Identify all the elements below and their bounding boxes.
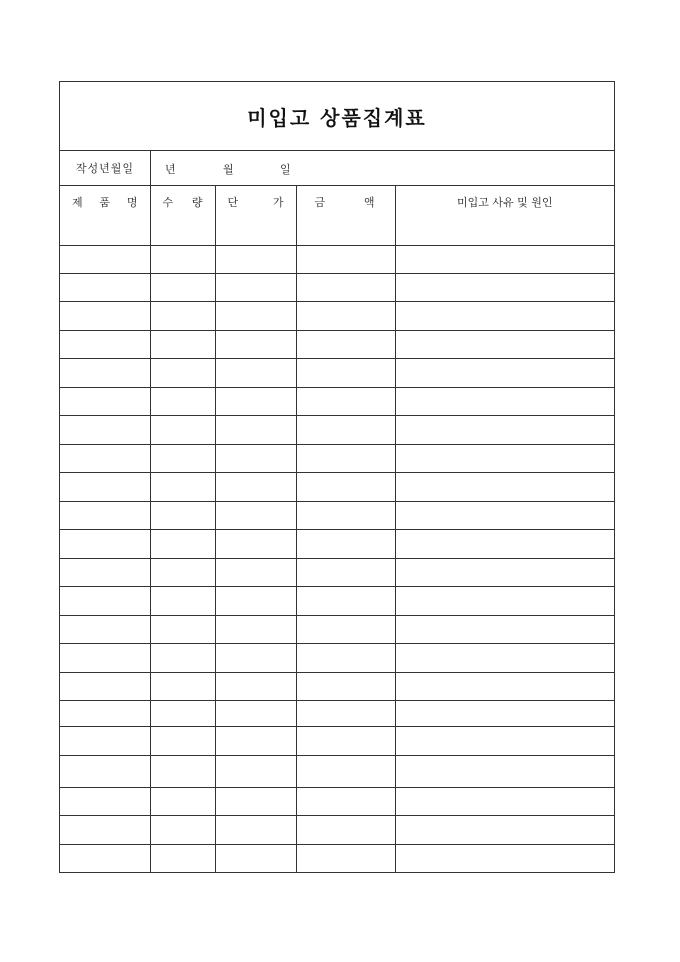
table-row bbox=[60, 502, 614, 530]
table-row bbox=[60, 845, 614, 873]
header-amount: 금 액 bbox=[296, 186, 395, 218]
cell-product[interactable] bbox=[60, 644, 150, 673]
cell-product[interactable] bbox=[60, 559, 150, 587]
cell-amount[interactable] bbox=[296, 559, 395, 587]
cell-unit-price[interactable] bbox=[215, 388, 296, 416]
cell-amount[interactable] bbox=[296, 616, 395, 644]
cell-reason[interactable] bbox=[395, 388, 614, 416]
cell-unit-price[interactable] bbox=[215, 816, 296, 845]
cell-product[interactable] bbox=[60, 359, 150, 388]
cell-product[interactable] bbox=[60, 331, 150, 359]
table-row bbox=[60, 473, 614, 502]
cell-amount[interactable] bbox=[296, 727, 395, 756]
cell-unit-price[interactable] bbox=[215, 359, 296, 388]
cell-reason[interactable] bbox=[395, 673, 614, 701]
cell-product[interactable] bbox=[60, 218, 150, 246]
cell-reason[interactable] bbox=[395, 756, 614, 788]
cell-quantity[interactable] bbox=[150, 587, 215, 616]
cell-amount[interactable] bbox=[296, 845, 395, 873]
cell-quantity[interactable] bbox=[150, 756, 215, 788]
table-row bbox=[60, 559, 614, 587]
cell-product[interactable] bbox=[60, 756, 150, 788]
cell-unit-price[interactable] bbox=[215, 727, 296, 756]
cell-amount[interactable] bbox=[296, 331, 395, 359]
cell-product[interactable] bbox=[60, 473, 150, 502]
cell-quantity[interactable] bbox=[150, 701, 215, 727]
cell-reason[interactable] bbox=[395, 502, 614, 530]
cell-unit-price[interactable] bbox=[215, 673, 296, 701]
table-row bbox=[60, 274, 614, 302]
header-quantity: 수 량 bbox=[150, 186, 215, 218]
cell-unit-price[interactable] bbox=[215, 502, 296, 530]
cell-amount[interactable] bbox=[296, 218, 395, 246]
cell-quantity[interactable] bbox=[150, 644, 215, 673]
cell-reason[interactable] bbox=[395, 788, 614, 816]
cell-product[interactable] bbox=[60, 388, 150, 416]
table-row bbox=[60, 756, 614, 788]
cell-reason[interactable] bbox=[395, 359, 614, 388]
table-row bbox=[60, 246, 614, 274]
cell-reason[interactable] bbox=[395, 616, 614, 644]
cell-product[interactable] bbox=[60, 530, 150, 559]
date-row bbox=[60, 151, 614, 186]
cell-product[interactable] bbox=[60, 246, 150, 274]
cell-quantity[interactable] bbox=[150, 445, 215, 473]
cell-quantity[interactable] bbox=[150, 673, 215, 701]
day-label: 일 bbox=[280, 163, 291, 176]
cell-reason[interactable] bbox=[395, 218, 614, 246]
cell-product[interactable] bbox=[60, 788, 150, 816]
cell-amount[interactable] bbox=[296, 302, 395, 331]
cell-amount[interactable] bbox=[296, 359, 395, 388]
cell-unit-price[interactable] bbox=[215, 644, 296, 673]
cell-quantity[interactable] bbox=[150, 416, 215, 445]
cell-product[interactable] bbox=[60, 616, 150, 644]
table-row bbox=[60, 302, 614, 331]
cell-product[interactable] bbox=[60, 845, 150, 873]
cell-unit-price[interactable] bbox=[215, 788, 296, 816]
cell-quantity[interactable] bbox=[150, 359, 215, 388]
cell-product[interactable] bbox=[60, 416, 150, 445]
table-row bbox=[60, 388, 614, 416]
table-row bbox=[60, 616, 614, 644]
table-row bbox=[60, 816, 614, 845]
cell-amount[interactable] bbox=[296, 788, 395, 816]
cell-reason[interactable] bbox=[395, 416, 614, 445]
cell-amount[interactable] bbox=[296, 587, 395, 616]
cell-quantity[interactable] bbox=[150, 331, 215, 359]
cell-unit-price[interactable] bbox=[215, 845, 296, 873]
cell-unit-price[interactable] bbox=[215, 416, 296, 445]
cell-product[interactable] bbox=[60, 274, 150, 302]
cell-reason[interactable] bbox=[395, 559, 614, 587]
cell-quantity[interactable] bbox=[150, 727, 215, 756]
cell-reason[interactable] bbox=[395, 246, 614, 274]
cell-unit-price[interactable] bbox=[215, 445, 296, 473]
cell-unit-price[interactable] bbox=[215, 218, 296, 246]
cell-reason[interactable] bbox=[395, 445, 614, 473]
cell-quantity[interactable] bbox=[150, 616, 215, 644]
cell-amount[interactable] bbox=[296, 274, 395, 302]
cell-reason[interactable] bbox=[395, 587, 614, 616]
cell-amount[interactable] bbox=[296, 701, 395, 727]
title-row bbox=[60, 82, 614, 151]
cell-amount[interactable] bbox=[296, 756, 395, 788]
table-row bbox=[60, 359, 614, 388]
cell-reason[interactable] bbox=[395, 727, 614, 756]
cell-quantity[interactable] bbox=[150, 788, 215, 816]
cell-unit-price[interactable] bbox=[215, 473, 296, 502]
cell-amount[interactable] bbox=[296, 416, 395, 445]
month-label: 월 bbox=[223, 163, 234, 176]
form-title: 미입고 상품집계표 bbox=[247, 105, 427, 130]
cell-product[interactable] bbox=[60, 816, 150, 845]
table-row bbox=[60, 727, 614, 756]
cell-amount[interactable] bbox=[296, 246, 395, 274]
cell-amount[interactable] bbox=[296, 530, 395, 559]
cell-reason[interactable] bbox=[395, 473, 614, 502]
cell-amount[interactable] bbox=[296, 644, 395, 673]
cell-quantity[interactable] bbox=[150, 816, 215, 845]
table-row bbox=[60, 331, 614, 359]
cell-quantity[interactable] bbox=[150, 530, 215, 559]
cell-amount[interactable] bbox=[296, 445, 395, 473]
cell-unit-price[interactable] bbox=[215, 530, 296, 559]
header-unit-price: 단 가 bbox=[215, 186, 296, 218]
cell-quantity[interactable] bbox=[150, 218, 215, 246]
cell-quantity[interactable] bbox=[150, 388, 215, 416]
cell-quantity[interactable] bbox=[150, 473, 215, 502]
cell-amount[interactable] bbox=[296, 816, 395, 845]
year-label: 년 bbox=[165, 163, 176, 176]
cell-unit-price[interactable] bbox=[215, 331, 296, 359]
cell-amount[interactable] bbox=[296, 673, 395, 701]
date-fields bbox=[151, 151, 614, 185]
cell-product[interactable] bbox=[60, 445, 150, 473]
cell-unit-price[interactable] bbox=[215, 616, 296, 644]
cell-amount[interactable] bbox=[296, 388, 395, 416]
cell-amount[interactable] bbox=[296, 473, 395, 502]
cell-reason[interactable] bbox=[395, 701, 614, 727]
header-reason: 미입고 사유 및 원인 bbox=[457, 196, 553, 209]
cell-product[interactable] bbox=[60, 502, 150, 530]
summary-form bbox=[59, 81, 615, 873]
cell-product[interactable] bbox=[60, 673, 150, 701]
cell-reason[interactable] bbox=[395, 274, 614, 302]
cell-amount[interactable] bbox=[296, 502, 395, 530]
cell-reason[interactable] bbox=[395, 644, 614, 673]
cell-reason[interactable] bbox=[395, 816, 614, 845]
table-row bbox=[60, 788, 614, 816]
table-row bbox=[60, 673, 614, 701]
table-row bbox=[60, 587, 614, 616]
cell-unit-price[interactable] bbox=[215, 701, 296, 727]
cell-reason[interactable] bbox=[395, 302, 614, 331]
table-body bbox=[60, 218, 614, 872]
cell-reason[interactable] bbox=[395, 331, 614, 359]
cell-quantity[interactable] bbox=[150, 302, 215, 331]
cell-unit-price[interactable] bbox=[215, 559, 296, 587]
cell-unit-price[interactable] bbox=[215, 302, 296, 331]
cell-quantity[interactable] bbox=[150, 559, 215, 587]
table-row bbox=[60, 445, 614, 473]
table-row bbox=[60, 644, 614, 673]
table-row bbox=[60, 416, 614, 445]
cell-unit-price[interactable] bbox=[215, 274, 296, 302]
cell-unit-price[interactable] bbox=[215, 246, 296, 274]
cell-product[interactable] bbox=[60, 727, 150, 756]
cell-reason[interactable] bbox=[395, 530, 614, 559]
date-label: 작성년월일 bbox=[60, 151, 151, 185]
cell-reason[interactable] bbox=[395, 845, 614, 873]
table-row bbox=[60, 218, 614, 246]
cell-quantity[interactable] bbox=[150, 502, 215, 530]
cell-unit-price[interactable] bbox=[215, 756, 296, 788]
cell-unit-price[interactable] bbox=[215, 587, 296, 616]
data-table bbox=[60, 186, 614, 872]
table-header-row bbox=[60, 186, 614, 218]
table-row bbox=[60, 701, 614, 727]
cell-product[interactable] bbox=[60, 587, 150, 616]
cell-product[interactable] bbox=[60, 302, 150, 331]
header-product: 제 품 명 bbox=[60, 186, 150, 218]
cell-quantity[interactable] bbox=[150, 246, 215, 274]
table-row bbox=[60, 530, 614, 559]
cell-quantity[interactable] bbox=[150, 845, 215, 873]
cell-product[interactable] bbox=[60, 701, 150, 727]
cell-quantity[interactable] bbox=[150, 274, 215, 302]
